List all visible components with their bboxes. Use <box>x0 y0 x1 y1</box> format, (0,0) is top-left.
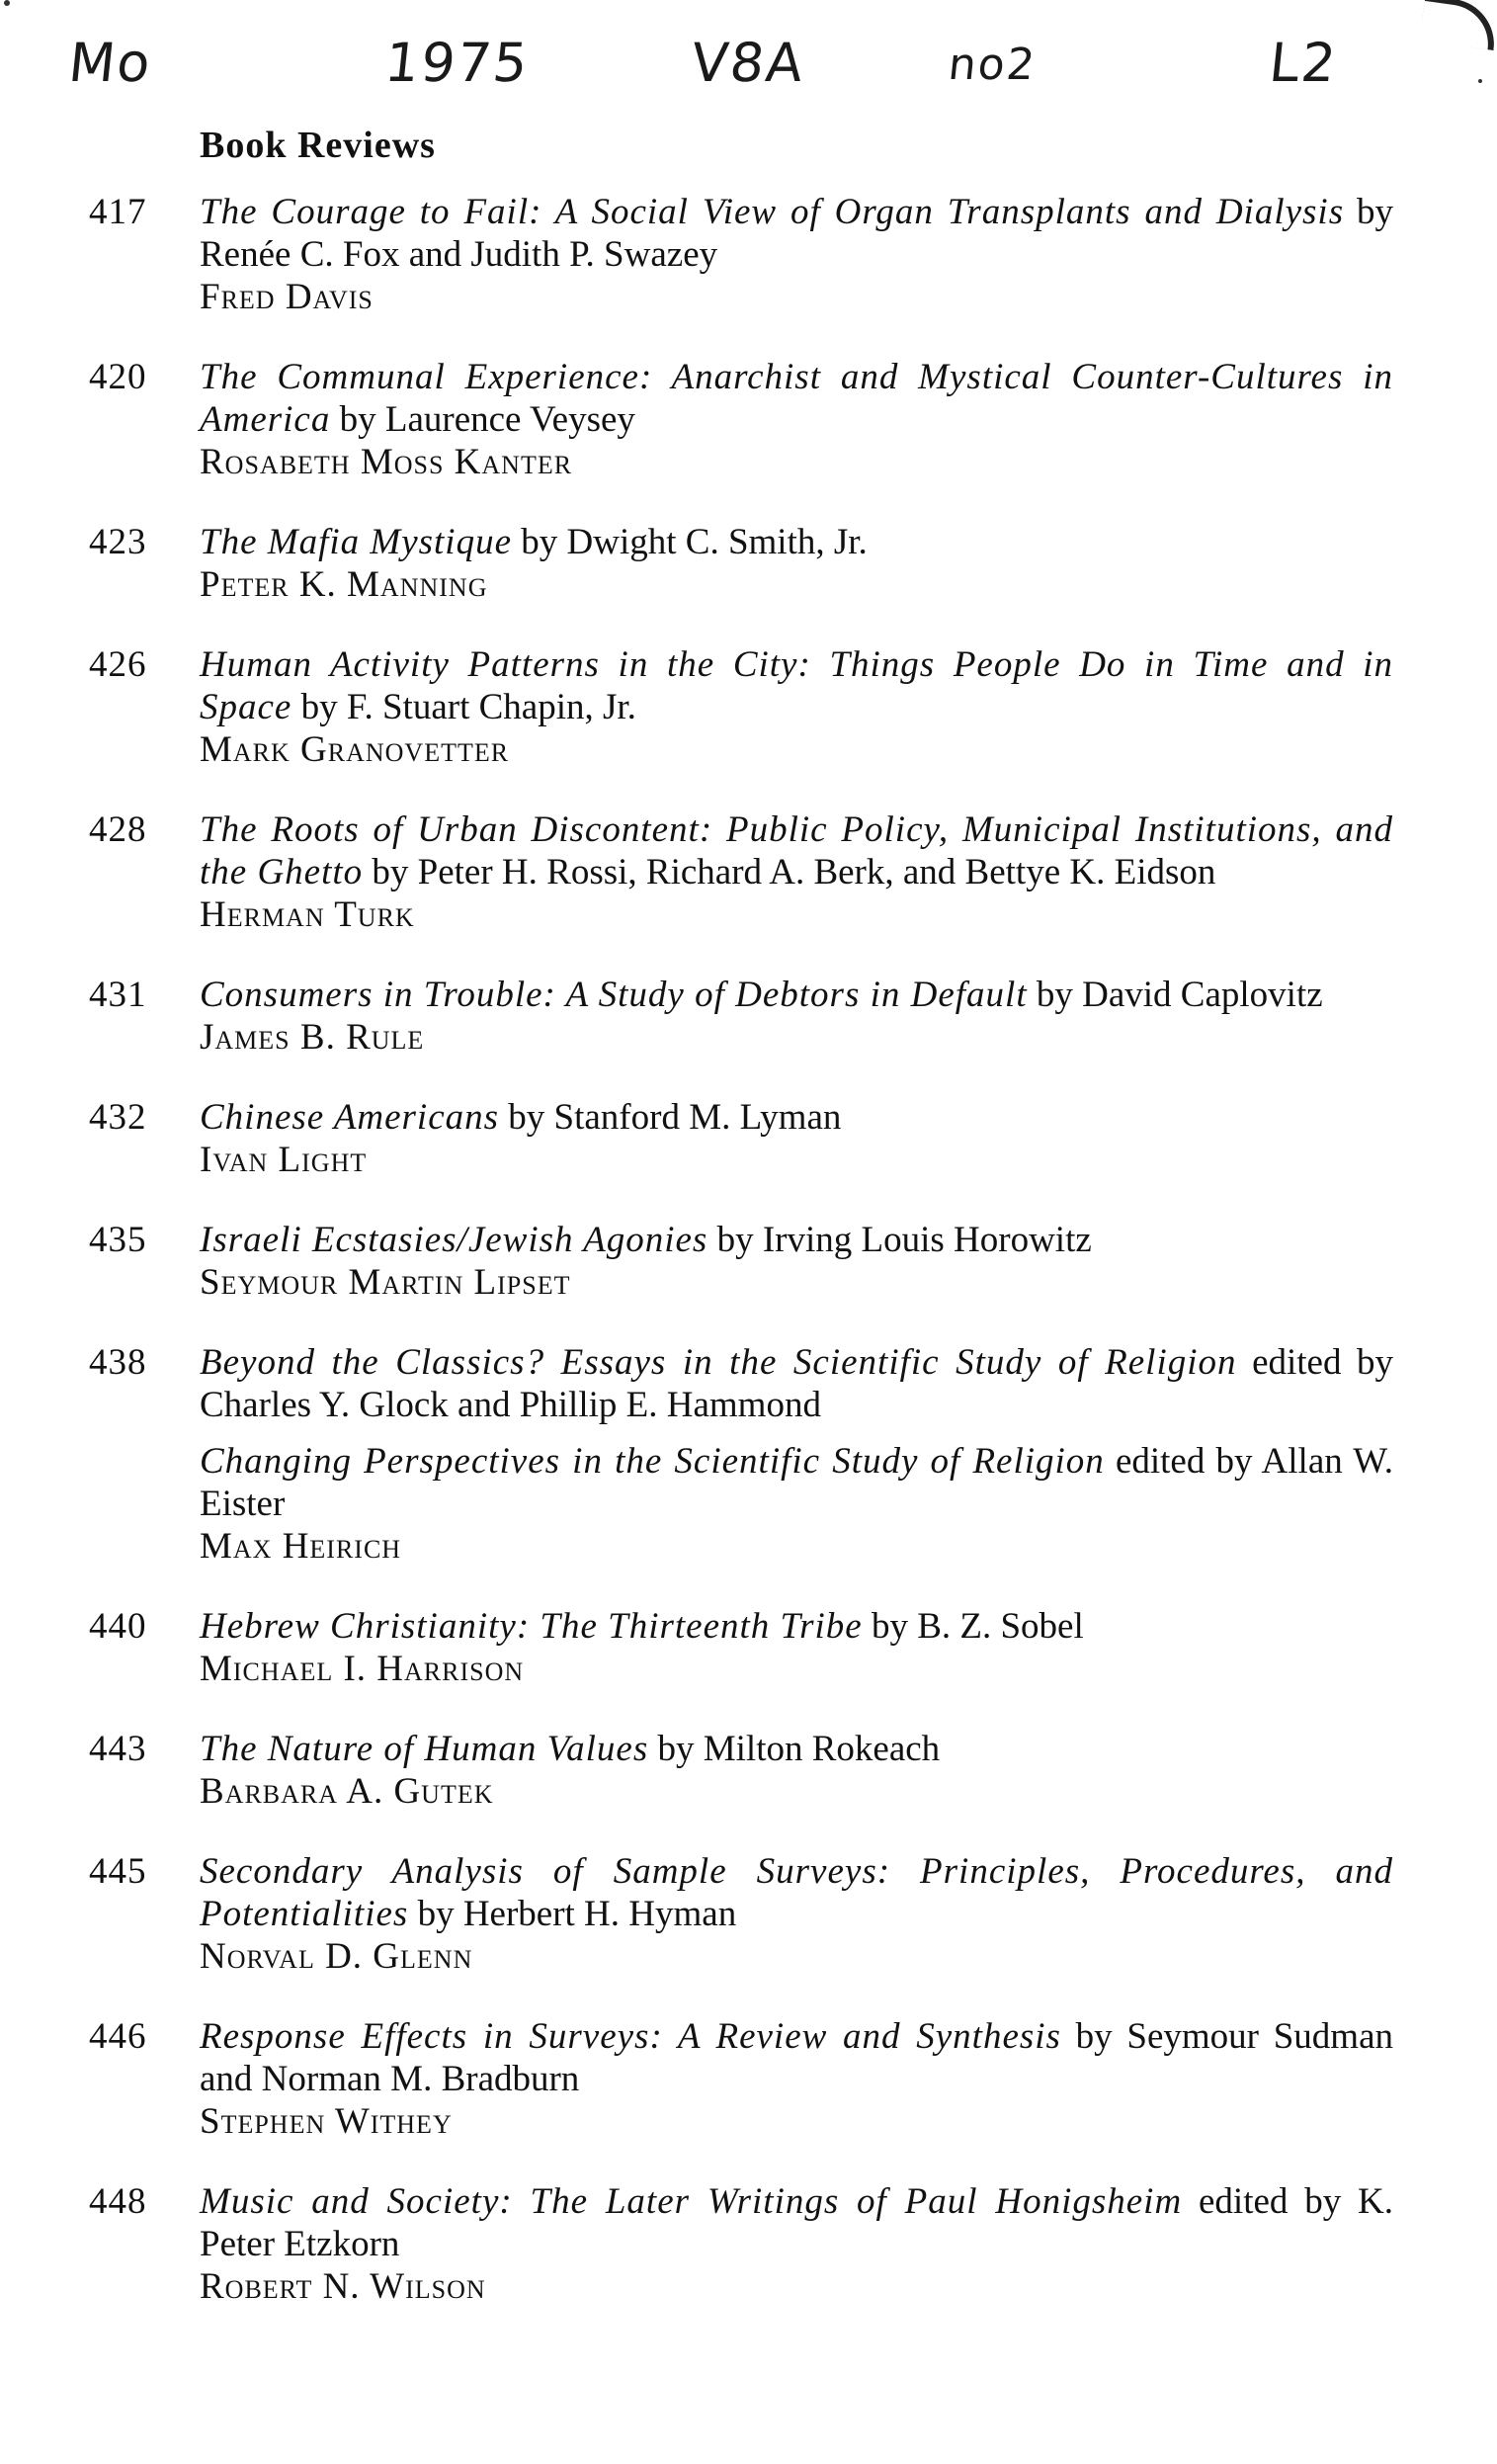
book-citation <box>200 1850 1393 1935</box>
book-title: The Communal Experience: Anarchist and Mystical Counter-Cultures in America <box>200 357 1393 440</box>
page-number: 438 <box>89 1342 147 1383</box>
book-title: Israeli Ecstasies/Jewish Agonies <box>200 1220 708 1260</box>
second-book-citation <box>200 1440 1393 1525</box>
page-number: 431 <box>89 975 147 1015</box>
book-title: Secondary Analysis of Sample Surveys: Principles, Procedures, and Potentialities <box>200 1851 1393 1934</box>
handwritten-note: V8A <box>688 32 808 94</box>
review-entry <box>89 2180 1393 2308</box>
book-citation <box>200 521 1393 563</box>
book-byline: by Dwight C. Smith, Jr. <box>512 522 868 562</box>
review-entry <box>89 808 1393 936</box>
reviewer-name: Herman Turk <box>200 894 415 935</box>
page-number: 426 <box>89 644 147 685</box>
book-title: Consumers in Trouble: A Study of Debtors in Default <box>200 975 1028 1015</box>
book-citation <box>200 974 1393 1016</box>
scan-speck <box>4 0 10 6</box>
book-byline: by Renée C. Fox and Judith P. Swazey <box>200 192 1394 275</box>
book-byline: by Laurence Veysey <box>330 399 635 440</box>
book-title: Changing Perspectives in the Scientific Study of Religion <box>200 1441 1105 1482</box>
reviewer-name: Norval D. Glenn <box>200 1936 473 1977</box>
book-title: Human Activity Patterns in the City: Things People Do in Time and in Space <box>200 644 1393 727</box>
reviewer-name: Peter K. Manning <box>200 564 488 605</box>
review-entry <box>89 643 1393 771</box>
handwritten-note: Mo <box>65 32 155 94</box>
section-title: Book Reviews <box>200 125 436 166</box>
handwritten-annotations <box>0 18 1497 107</box>
review-entry <box>89 1219 1393 1304</box>
book-citation <box>200 2180 1393 2265</box>
book-byline: by F. Stuart Chapin, Jr. <box>291 687 636 727</box>
book-title: The Courage to Fail: A Social View of Organ Transplants and Dialysis <box>200 192 1345 232</box>
book-citation <box>200 191 1393 276</box>
reviewer-name: Barbara A. Gutek <box>200 1771 494 1812</box>
book-title: Beyond the Classics? Essays in the Scientific Study of Religion <box>200 1342 1237 1383</box>
page-number: 432 <box>89 1097 147 1138</box>
book-citation <box>200 1728 1393 1770</box>
reviewer-name: Seymour Martin Lipset <box>200 1262 571 1303</box>
handwritten-note: 1975 <box>381 32 533 94</box>
page-number: 420 <box>89 357 147 397</box>
review-entry <box>89 1728 1393 1813</box>
page-number: 443 <box>89 1729 147 1769</box>
reviewer-name: Mark Granovetter <box>200 729 510 770</box>
book-citation <box>200 1096 1393 1139</box>
book-citation <box>200 1219 1393 1261</box>
book-citation <box>200 2015 1393 2100</box>
book-citation <box>200 643 1393 728</box>
review-entry <box>89 521 1393 606</box>
reviewer-name: James B. Rule <box>200 1017 425 1058</box>
review-entry <box>89 974 1393 1059</box>
book-title: The Roots of Urban Discontent: Public Policy, Municipal Institutions, and the Ghetto <box>200 809 1393 892</box>
reviewer-name: Stephen Withey <box>200 2101 453 2142</box>
book-citation <box>200 808 1393 893</box>
review-entry <box>89 1096 1393 1181</box>
handwritten-note: no2 <box>946 40 1040 90</box>
book-title: Chinese Americans <box>200 1097 500 1138</box>
book-byline: by David Caplovitz <box>1027 975 1323 1015</box>
reviewer-name: Ivan Light <box>200 1140 368 1180</box>
reviewer-name: Max Heirich <box>200 1526 402 1567</box>
reviewer-name: Fred Davis <box>200 277 374 317</box>
page-number: 417 <box>89 192 147 232</box>
book-byline: by Seymour Sudman and Norman M. Bradburn <box>200 2016 1393 2099</box>
book-reviews-list <box>89 124 1393 2345</box>
book-byline: by B. Z. Sobel <box>862 1606 1084 1647</box>
book-title: The Nature of Human Values <box>200 1729 649 1769</box>
scan-speck <box>1478 79 1482 83</box>
page-number: 448 <box>89 2181 147 2222</box>
review-entry <box>89 1341 1393 1568</box>
review-entry <box>89 191 1393 318</box>
review-entry <box>89 356 1393 483</box>
reviewer-name: Robert N. Wilson <box>200 2266 486 2307</box>
book-byline: edited by Charles Y. Glock and Phillip E. Hammond <box>200 1342 1394 1425</box>
review-entry <box>89 1605 1393 1690</box>
book-title: Hebrew Christianity: The Thirteenth Tribe <box>200 1606 863 1647</box>
book-byline: by Herbert H. Hyman <box>408 1894 737 1934</box>
book-title: Response Effects in Surveys: A Review and Synthesis <box>200 2016 1061 2057</box>
page-number: 446 <box>89 2016 147 2057</box>
page-number: 423 <box>89 522 147 562</box>
page-number: 435 <box>89 1220 147 1260</box>
book-citation <box>200 1341 1393 1426</box>
reviewer-name: Michael I. Harrison <box>200 1649 525 1689</box>
book-byline: edited by Allan W. Eister <box>200 1441 1393 1524</box>
book-byline: by Peter H. Rossi, Richard A. Berk, and Bettye K. Eidson <box>363 852 1216 892</box>
book-title: The Mafia Mystique <box>200 522 513 562</box>
reviewer-name: Rosabeth Moss Kanter <box>200 442 573 482</box>
book-byline: edited by K. Peter Etzkorn <box>200 2181 1393 2264</box>
review-entry <box>89 2015 1393 2143</box>
book-byline: by Milton Rokeach <box>648 1729 941 1769</box>
handwritten-note: L2 <box>1266 32 1341 94</box>
page-number: 428 <box>89 809 147 850</box>
book-byline: by Stanford M. Lyman <box>499 1097 842 1138</box>
book-byline: by Irving Louis Horowitz <box>707 1220 1092 1260</box>
book-citation <box>200 356 1393 441</box>
page-number: 440 <box>89 1606 147 1647</box>
page-number: 445 <box>89 1851 147 1892</box>
review-entry <box>89 1850 1393 1978</box>
book-title: Music and Society: The Later Writings of Paul Honigsheim <box>200 2181 1183 2222</box>
book-citation <box>200 1605 1393 1648</box>
